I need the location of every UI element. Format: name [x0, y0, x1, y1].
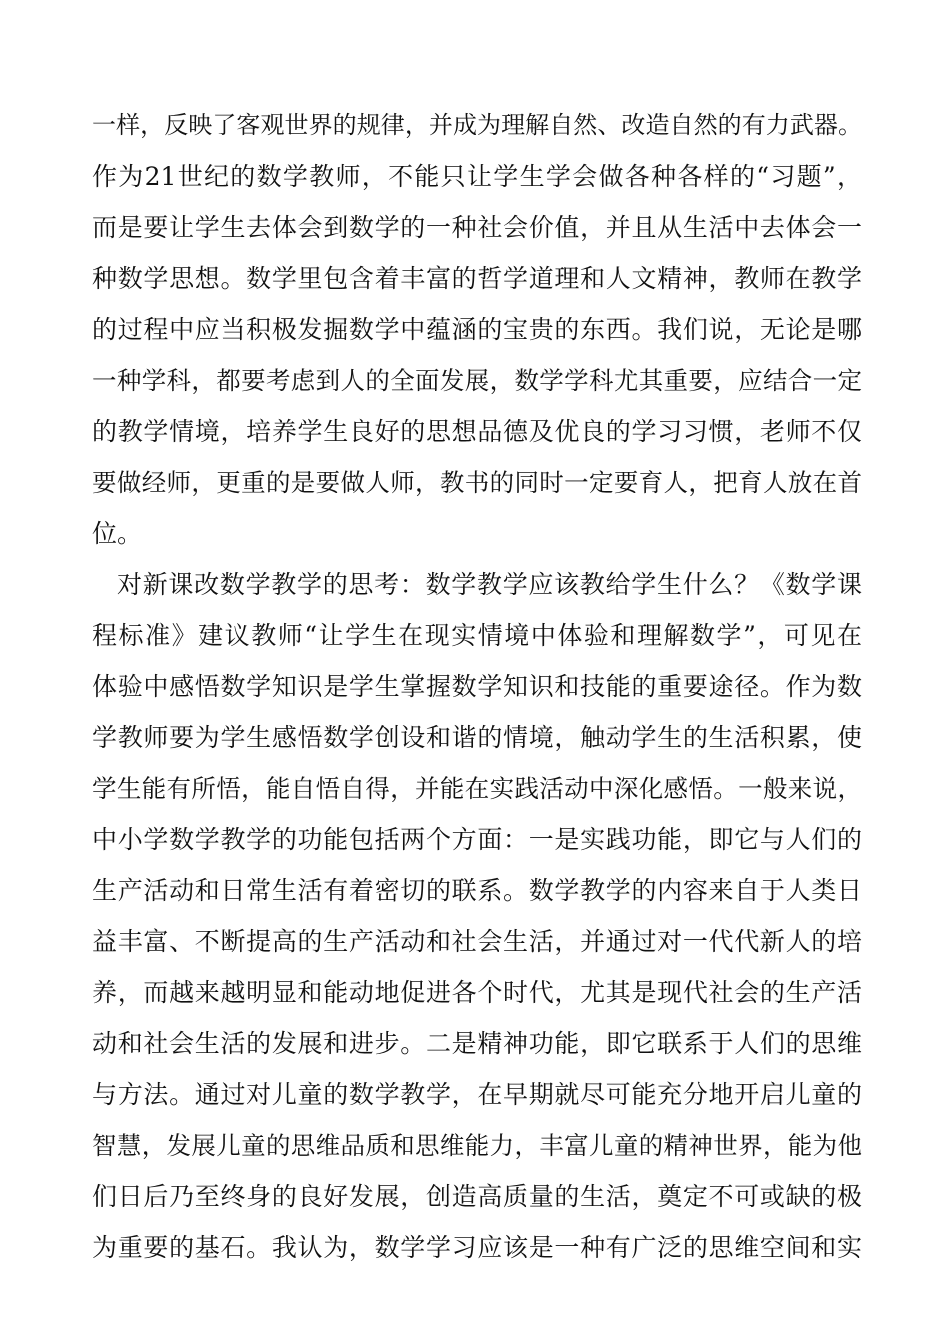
paragraph-2-line: 体验中感悟数学知识是学生掌握数学知识和技能的重要途径。作为数	[92, 672, 862, 701]
paragraph-2-line: 学生能有所悟，能自悟自得，并能在实践活动中深化感悟。一般来说，	[92, 774, 862, 803]
paragraph-2-line: 们日后乃至终身的良好发展，创造高质量的生活，奠定不可或缺的极	[92, 1182, 862, 1211]
paragraph-1-line: 作为21世纪的数学教师，不能只让学生学会做各种各样的“习题”，	[92, 162, 862, 191]
paragraph-1-line: 的过程中应当积极发掘数学中蕴涵的宝贵的东西。我们说，无论是哪	[92, 315, 862, 344]
paragraph-2	[92, 559, 862, 1273]
paragraph-2-line: 程标准》建议教师“让学生在现实情境中体验和理解数学”，可见在	[92, 621, 862, 650]
paragraph-2-line: 对新课改数学教学的思考：数学教学应该教给学生什么？《数学课	[117, 570, 862, 599]
paragraph-1-line: 的教学情境，培养学生良好的思想品德及优良的学习习惯，老师不仅	[92, 417, 862, 446]
paragraph-1	[92, 100, 862, 559]
paragraph-2-line: 益丰富、不断提高的生产活动和社会生活，并通过对一代代新人的培	[92, 927, 862, 956]
paragraph-2-line: 与方法。通过对儿童的数学教学，在早期就尽可能充分地开启儿童的	[92, 1080, 862, 1109]
paragraph-1-line: 要做经师，更重的是要做人师，教书的同时一定要育人，把育人放在首	[92, 468, 862, 497]
paragraph-1-line: 一样，反映了客观世界的规律，并成为理解自然、改造自然的有力武器。	[92, 111, 862, 139]
paragraph-2-line: 中小学数学教学的功能包括两个方面：一是实践功能，即它与人们的	[92, 825, 862, 854]
paragraph-1-line: 一种学科，都要考虑到人的全面发展，数学学科尤其重要，应结合一定	[92, 366, 862, 395]
paragraph-2-line: 动和社会生活的发展和进步。二是精神功能，即它联系于人们的思维	[92, 1029, 862, 1058]
paragraph-2-line: 生产活动和日常生活有着密切的联系。数学教学的内容来自于人类日	[92, 876, 862, 905]
paragraph-1-line: 位。	[92, 519, 143, 548]
paragraph-2-line: 为重要的基石。我认为，数学学习应该是一种有广泛的思维空间和实	[92, 1233, 862, 1262]
paragraph-1-line: 种数学思想。数学里包含着丰富的哲学道理和人文精神，教师在教学	[92, 264, 862, 293]
paragraph-2-line: 智慧，发展儿童的思维品质和思维能力，丰富儿童的精神世界，能为他	[92, 1131, 862, 1160]
paragraph-2-line: 学教师要为学生感悟数学创设和谐的情境，触动学生的生活积累，使	[92, 723, 862, 752]
paragraph-2-line: 养，而越来越明显和能动地促进各个时代，尤其是现代社会的生产活	[92, 978, 862, 1007]
paragraph-1-line: 而是要让学生去体会到数学的一种社会价值，并且从生活中去体会一	[92, 213, 862, 242]
